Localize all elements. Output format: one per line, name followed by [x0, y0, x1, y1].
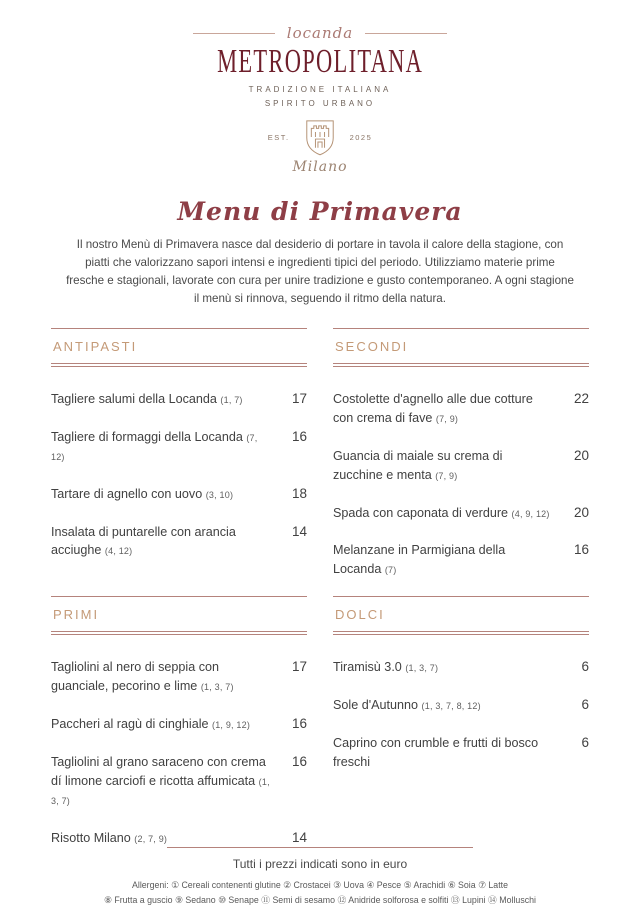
- item-name: [51, 485, 233, 504]
- item-name: [51, 523, 273, 561]
- castle-crest-icon: [303, 118, 337, 156]
- item-name: [51, 390, 243, 409]
- menu-item: [51, 485, 307, 504]
- item-label: Sole d'Autunno: [333, 698, 419, 713]
- section-primi: [51, 596, 307, 847]
- item-allergens: (1, 9, 12): [212, 719, 251, 730]
- menu-item: [333, 734, 589, 772]
- brand-est-row: [0, 118, 640, 156]
- item-label: Paccheri al ragù di cinghiale: [51, 716, 209, 731]
- item-price: 17: [291, 390, 307, 406]
- item-label: Melanzane in Parmigiana della Locanda: [333, 543, 506, 577]
- brand-title: METROPOLITANA: [216, 43, 424, 80]
- menu-item: [51, 715, 307, 734]
- item-allergens: (1, 3, 7): [200, 682, 234, 693]
- item-allergens: (7, 9): [435, 470, 458, 481]
- item-name: [51, 658, 273, 696]
- section-title-secondi: SECONDI: [335, 338, 409, 354]
- brand-pretitle: locanda: [286, 24, 354, 42]
- item-price: 6: [581, 697, 589, 713]
- menu-intro: Il nostro Menù di Primavera nasce dal desiderio di portare in tavola il calore della stagione, con piatti che valorizzano sapori intensi e ingredienti tipici del periodo. Utilizziamo materie prime fresche e stagionali, lavorate con cura per unire tradizione e gusto contemporaneo. A ogni stagione il menù si rinnova, seguendo il ritmo della natura.: [66, 238, 574, 305]
- item-allergens: (7, 9): [435, 413, 459, 424]
- item-label: Tartare di agnello con uovo: [51, 486, 203, 501]
- menu-item: [333, 504, 589, 523]
- pretitle-rule-left: [193, 33, 275, 34]
- item-allergens: (7): [384, 565, 397, 576]
- item-label: Tagliolini al grano saraceno con crema dí limone carciofi e ricotta affumicata: [51, 754, 266, 788]
- allergen-legend-line1: Allergeni: ① Cereali contenenti glutine ② Crostacei ③ Uova ④ Pesce ⑤ Arachidi ⑥ Soia ⑦ Latte: [132, 880, 508, 891]
- menu-item: [51, 523, 307, 561]
- brand-pretitle-row: [0, 24, 640, 42]
- item-label: Caprino con crumble e frutti di bosco freschi: [333, 735, 539, 769]
- est-label: EST.: [267, 132, 290, 142]
- item-price: 22: [573, 390, 589, 406]
- item-allergens: (1, 3, 7): [51, 776, 270, 806]
- item-label: Insalata di puntarelle con arancia acciughe: [51, 524, 236, 558]
- item-price: 18: [291, 485, 307, 501]
- item-price: 16: [291, 428, 307, 444]
- item-allergens: (3, 10): [205, 489, 234, 500]
- menu-item: [51, 428, 307, 466]
- section-title-antipasti: ANTIPASTI: [53, 338, 138, 354]
- item-label: Tagliolini al nero di seppia con guanciale, pecorino e lime: [51, 660, 220, 694]
- menu-item: [51, 390, 307, 409]
- menu-item: [333, 447, 589, 485]
- item-name: [51, 753, 273, 810]
- item-allergens: (1, 3, 7): [405, 663, 439, 674]
- section-items: [51, 367, 307, 560]
- item-label: Tiramisù 3.0: [333, 660, 402, 675]
- item-price: 6: [581, 659, 589, 675]
- allergen-legend: [0, 878, 640, 906]
- pretitle-rule-right: [365, 33, 447, 34]
- menu-title: Menu di Primavera: [177, 197, 463, 227]
- item-label: Risotto Milano: [51, 830, 131, 845]
- item-allergens: (4, 12): [104, 546, 133, 557]
- menu-item: [333, 696, 589, 715]
- brand-tagline-line2: SPIRITO URBANO: [264, 99, 376, 109]
- item-allergens: (7, 12): [51, 432, 258, 462]
- est-year: 2025: [349, 132, 373, 142]
- section-title-primi: PRIMI: [53, 607, 100, 623]
- item-label: Tagliere di formaggi della Locanda: [51, 429, 243, 444]
- item-price: 14: [291, 523, 307, 539]
- item-label: Spada con caponata di verdure: [333, 505, 509, 520]
- item-name: [333, 541, 555, 579]
- item-name: [333, 734, 555, 772]
- item-name: [333, 390, 555, 428]
- brand-tagline-line1: TRADIZIONE ITALIANA: [248, 85, 392, 95]
- item-price: 14: [291, 829, 307, 845]
- menu-footer: [0, 847, 640, 922]
- section-dolci: [333, 596, 589, 847]
- item-price: 16: [291, 715, 307, 731]
- item-allergens: (1, 7): [220, 394, 243, 405]
- section-items: [333, 635, 589, 772]
- brand-tagline: [0, 83, 640, 111]
- item-label: Costolette d'agnello alle due cotture con crema di fave: [333, 391, 533, 425]
- footer-rule: [167, 847, 473, 848]
- item-name: [333, 504, 550, 523]
- section-items: [51, 635, 307, 847]
- brand-header: [0, 0, 640, 175]
- menu-item: [333, 541, 589, 579]
- menu-item: [51, 658, 307, 696]
- item-price: 17: [291, 659, 307, 675]
- section-title-dolci: DOLCI: [335, 607, 385, 623]
- item-name: [51, 829, 167, 848]
- item-allergens: (4, 9, 12): [511, 508, 550, 519]
- item-label: Guancia di maiale su crema di zucchine e menta: [333, 448, 503, 482]
- item-price: 6: [581, 734, 589, 750]
- menu-item: [51, 829, 307, 848]
- menu-item: [333, 658, 589, 677]
- item-price: 16: [291, 753, 307, 769]
- price-note: Tutti i prezzi indicati sono in euro: [232, 857, 408, 872]
- menu-item: [333, 390, 589, 428]
- item-name: [51, 428, 273, 466]
- item-price: 20: [573, 504, 589, 520]
- item-price: 20: [573, 447, 589, 463]
- section-antipasti: [51, 328, 307, 579]
- section-secondi: [333, 328, 589, 579]
- item-allergens: (2, 7, 9): [134, 833, 168, 844]
- item-name: [333, 447, 555, 485]
- item-price: 16: [573, 542, 589, 558]
- allergen-legend-line2: ⑧ Frutta a guscio ⑨ Sedano ⑩ Senape ⑪ Semi di sesamo ⑫ Anidride solforosa e solfiti ⑬ Lupini ⑭ Molluschi: [104, 894, 536, 905]
- item-label: Tagliere salumi della Locanda: [51, 391, 217, 406]
- item-allergens: (1, 3, 7, 8, 12): [421, 701, 481, 712]
- section-items: [333, 367, 589, 579]
- item-name: [333, 696, 481, 715]
- item-name: [51, 715, 250, 734]
- menu-sections-grid: [51, 328, 589, 847]
- menu-item: [51, 753, 307, 810]
- item-name: [333, 658, 438, 677]
- brand-city-script: Milano: [292, 159, 348, 176]
